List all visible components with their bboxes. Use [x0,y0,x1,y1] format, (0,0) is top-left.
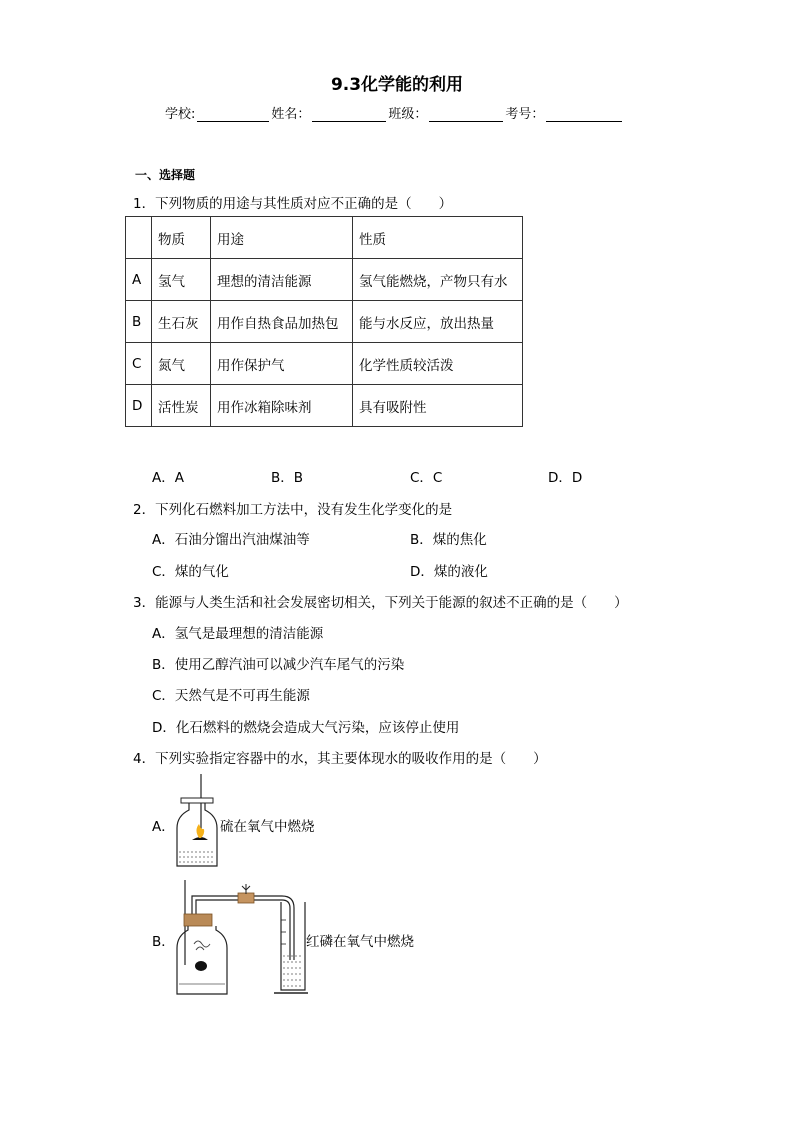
number-blank[interactable] [546,107,622,122]
question-1-option-a[interactable]: A．A [152,470,184,486]
school-blank[interactable] [197,107,269,122]
table-cell: 具有吸附性 [353,385,523,427]
table-cell: B [126,301,152,343]
number-label: 考号： [505,107,545,122]
school-label: 学校: [165,107,196,122]
page-title: 9.3化学能的利用 [330,75,464,95]
table-cell: 能与水反应，放出热量 [353,301,523,343]
question-4-option-b-caption: 红磷在氧气中燃烧 [306,934,414,950]
table-header-cell: 物质 [152,217,211,259]
section-heading: 一、选择题 [135,168,196,182]
question-2-option-c[interactable]: C．煤的气化 [152,564,229,580]
table-cell: 氢气能燃烧，产物只有水 [353,259,523,301]
question-3-option-c[interactable]: C．天然气是不可再生能源 [152,688,310,704]
name-blank[interactable] [312,107,386,122]
table-header-cell: 性质 [353,217,523,259]
question-2-stem: 2．下列化石燃料加工方法中，没有发生化学变化的是 [133,502,453,518]
question-1-option-c[interactable]: C．C [410,470,443,486]
table-cell: 氮气 [152,343,211,385]
question-1-option-d[interactable]: D．D [548,470,583,486]
table-cell: 氢气 [152,259,211,301]
table-header-row [126,217,523,259]
table-cell: 活性炭 [152,385,211,427]
name-label: 姓名： [271,107,311,122]
class-label: 班级： [388,107,428,122]
table-cell: A [126,259,152,301]
sulfur-combustion-bottle-figure [172,774,222,870]
table-row [126,343,523,385]
table-cell: D [126,385,152,427]
question-3-option-b[interactable]: B．使用乙醇汽油可以减少汽车尾气的污染 [152,657,405,673]
phosphorus-combustion-apparatus-figure [172,880,308,1000]
table-cell: C [126,343,152,385]
table-row [126,385,523,427]
question-4-option-b-letter[interactable]: B． [152,934,175,950]
question-4-stem: 4．下列实验指定容器中的水，其主要体现水的吸收作用的是（ ） [133,751,547,767]
question-2-option-d[interactable]: D．煤的液化 [410,564,488,580]
question-2-option-b[interactable]: B．煤的焦化 [410,532,487,548]
class-blank[interactable] [429,107,503,122]
question-1-table [125,216,523,427]
table-cell: 生石灰 [152,301,211,343]
question-1-option-b[interactable]: B．B [271,470,304,486]
table-cell: 用作自热食品加热包 [211,301,353,343]
question-1-stem: 1．下列物质的用途与其性质对应不正确的是（ ） [133,196,453,212]
question-3-stem: 3．能源与人类生活和社会发展密切相关，下列关于能源的叙述不正确的是（ ） [133,595,628,611]
question-3-option-a[interactable]: A．氢气是最理想的清洁能源 [152,626,324,642]
table-cell: 用作保护气 [211,343,353,385]
question-4-option-a-letter[interactable]: A． [152,819,175,835]
table-cell: 化学性质较活泼 [353,343,523,385]
table-cell: 用作冰箱除味剂 [211,385,353,427]
question-4-option-a-caption: 硫在氧气中燃烧 [220,819,315,835]
table-header-cell: 用途 [211,217,353,259]
table-header-cell [126,217,152,259]
table-row [126,259,523,301]
question-3-option-d[interactable]: D．化石燃料的燃烧会造成大气污染，应该停止使用 [152,720,460,736]
table-cell: 理想的清洁能源 [211,259,353,301]
table-row [126,301,523,343]
student-info-line [165,103,624,122]
question-2-option-a[interactable]: A．石油分馏出汽油煤油等 [152,532,310,548]
